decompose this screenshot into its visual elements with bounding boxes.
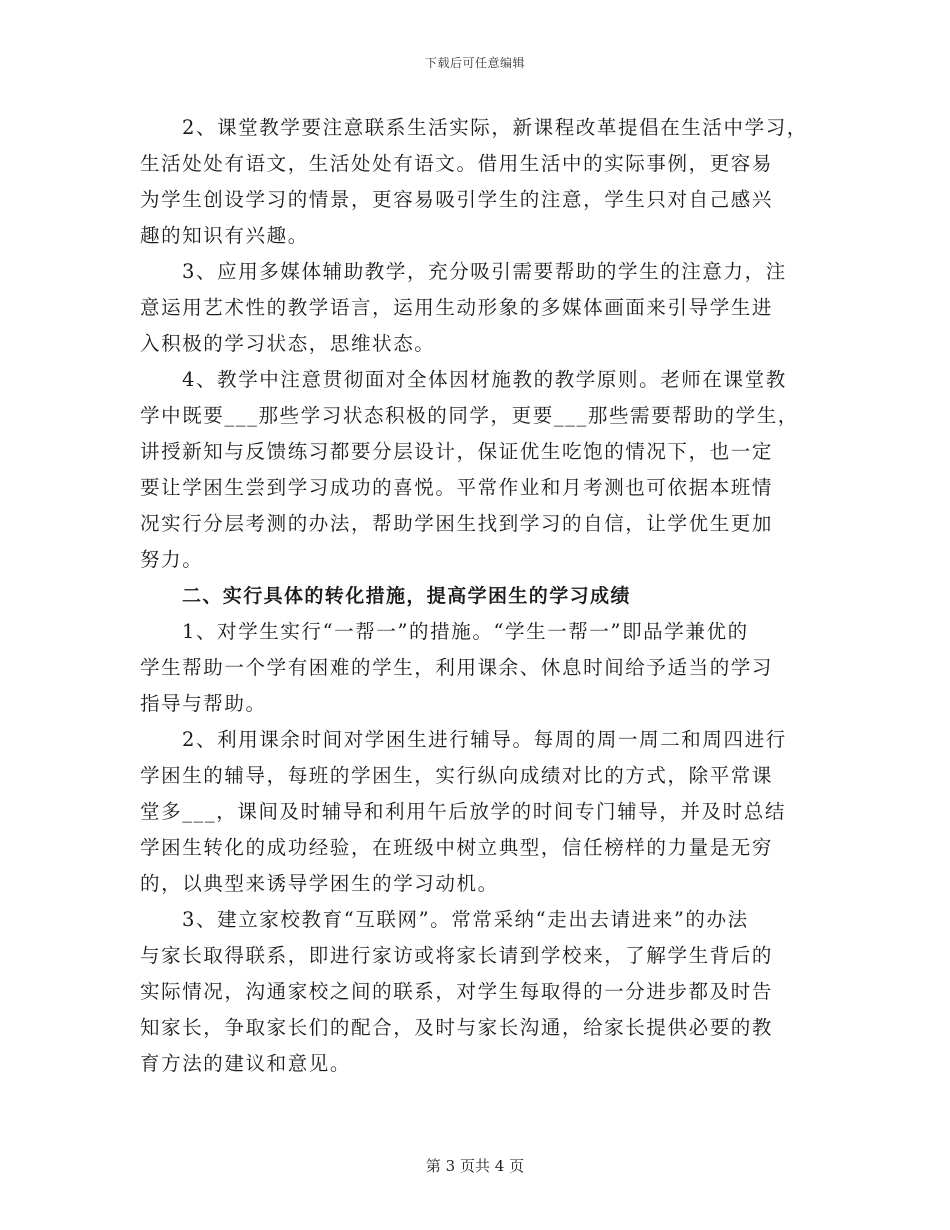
text-line: 3、应用多媒体辅助教学，充分吸引需要帮助的学生的注意力，注 bbox=[182, 260, 787, 283]
text-line: 与家长取得联系，即进行家访或将家长请到学校来，了解学生背后的 bbox=[140, 944, 774, 967]
text-line: 4、教学中注意贯彻面对全体因材施教的教学原则。老师在课堂教 bbox=[182, 368, 787, 391]
text-line: 1、对学生实行“一帮一”的措施。“学生一帮一”即品学兼优的 bbox=[182, 620, 749, 643]
text-line: 育方法的建议和意见。 bbox=[140, 1052, 352, 1075]
page-header: 下载后可任意编辑 bbox=[424, 56, 525, 70]
document-body bbox=[140, 110, 820, 1082]
text-line: 努力。 bbox=[140, 548, 204, 571]
text-line: 学困生转化的成功经验，在班级中树立典型，信任榜样的力量是无穷 bbox=[140, 836, 774, 859]
paragraph-measure-1 bbox=[140, 614, 820, 722]
text-line: 趣的知识有兴趣。 bbox=[140, 224, 309, 247]
text-line: 况实行分层考测的办法，帮助学困生找到学习的自信，让学优生更加 bbox=[140, 512, 774, 535]
text-line: 讲授新知与反馈练习都要分层设计，保证优生吃饱的情况下，也一定 bbox=[140, 440, 774, 463]
text-line: 学生帮助一个学有困难的学生，利用课余、休息时间给予适当的学习 bbox=[140, 656, 774, 679]
text-line: 3、建立家校教育“互联网”。常常采纳“走出去请进来”的办法 bbox=[182, 908, 749, 931]
text-line: 指导与帮助。 bbox=[140, 692, 267, 715]
paragraph-item-3 bbox=[140, 254, 820, 362]
text-line: 学困生的辅导，每班的学困生，实行纵向成绩对比的方式，除平常课 bbox=[140, 764, 774, 787]
text-line: 2、课堂教学要注意联系生活实际，新课程改革提倡在生活中学习， bbox=[182, 116, 808, 139]
paragraph-item-4 bbox=[140, 362, 820, 578]
text-line: 为学生创设学习的情景，更容易吸引学生的注意，学生只对自己感兴 bbox=[140, 188, 774, 211]
section-heading-text: 二、实行具体的转化措施，提高学困生的学习成绩 bbox=[182, 585, 631, 607]
text-line: 意运用艺术性的教学语言，运用生动形象的多媒体画面来引导学生进 bbox=[140, 296, 774, 319]
text-line: 生活处处有语文，生活处处有语文。借用生活中的实际事例，更容易 bbox=[140, 152, 774, 175]
text-line: 知家长，争取家长们的配合，及时与家长沟通，给家长提供必要的教 bbox=[140, 1016, 774, 1039]
text-line: 的，以典型来诱导学困生的学习动机。 bbox=[140, 872, 499, 895]
text-line: 学中既要___那些学习状态积极的同学，更要___那些需要帮助的学生， bbox=[140, 404, 799, 427]
text-line: 要让学困生尝到学习成功的喜悦。平常作业和月考测也可依据本班情 bbox=[140, 476, 774, 499]
text-line: 入积极的学习状态，思维状态。 bbox=[140, 332, 436, 355]
paragraph-item-2 bbox=[140, 110, 820, 254]
page-number: 第 3 页共 4 页 bbox=[425, 1157, 525, 1175]
text-line: 2、利用课余时间对学困生进行辅导。每周的周一周二和周四进行 bbox=[182, 728, 787, 751]
text-line: 实际情况，沟通家校之间的联系，对学生每取得的一分进步都及时告 bbox=[140, 980, 774, 1003]
paragraph-measure-2 bbox=[140, 722, 820, 902]
section-heading bbox=[140, 578, 820, 614]
text-line: 堂多___，课间及时辅导和利用午后放学的时间专门辅导，并及时总结 bbox=[140, 800, 786, 823]
paragraph-measure-3 bbox=[140, 902, 820, 1082]
